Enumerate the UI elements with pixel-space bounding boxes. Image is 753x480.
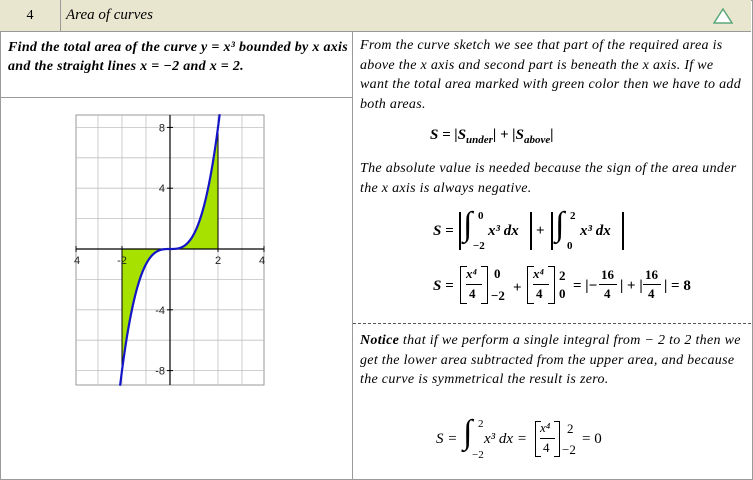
- eq3-eq: = |−: [573, 278, 598, 294]
- eq4-result: = 0: [582, 431, 602, 447]
- eq3-f2d: 4: [648, 286, 655, 301]
- eq3-up1: 0: [494, 266, 501, 281]
- eq4-up: 2: [567, 421, 574, 436]
- eq3-den2: 4: [536, 286, 543, 301]
- eq1-end: |: [550, 127, 554, 143]
- equation-integrals: S = ∫ 0 −2 x³ dx + ∫ 2 0 x³ dx: [433, 210, 633, 255]
- eq1-sub-above: above: [523, 134, 551, 146]
- equation-single-integral: S = ∫ 2 −2 x³ dx = x⁴ 4 2 −2 = 0: [436, 414, 602, 461]
- eq2-lower2: 0: [567, 240, 573, 252]
- x-tick-label: -2: [117, 255, 127, 267]
- eq2-integrand: x³ dx: [488, 223, 519, 239]
- eq4-integrand: x³ dx =: [484, 431, 527, 447]
- eq3-f1n: 16: [601, 267, 614, 282]
- eq1-mid: | + |S: [492, 127, 524, 143]
- eq4-lhs: S =: [436, 431, 458, 447]
- eq4-den: 4: [543, 440, 550, 455]
- notice-divider: [353, 323, 751, 324]
- explanation-paragraph-2: The absolute value is needed because the sign of the area under the x axis is always negative.: [360, 161, 737, 196]
- eq2-plus: +: [536, 223, 545, 239]
- eq4-num: x⁴: [540, 420, 551, 435]
- section-number: 4: [0, 0, 61, 31]
- notice-text: that if we perform a single integral from − 2 to 2 then we get the lower area subtracted from the upper area, and because the curve is symmetrical the result is zero.: [360, 333, 741, 387]
- y-tick-label: -4: [155, 304, 165, 317]
- eq3-lhs: S =: [433, 278, 454, 294]
- eq3-lo1: −2: [491, 288, 505, 303]
- y-tick-label: 8: [158, 122, 165, 135]
- eq4-lower: −2: [472, 449, 484, 461]
- eq2-lhs: S =: [433, 223, 454, 239]
- eq3-plus2: | + |: [620, 278, 643, 294]
- x-tick-label: 2: [214, 255, 222, 267]
- eq3-result: | = 8: [664, 278, 691, 294]
- eq3-num: x⁴: [466, 266, 478, 281]
- eq3-f1d: 4: [604, 286, 611, 301]
- eq4-upper: 2: [478, 418, 484, 430]
- eq2-integrand2: x³ dx: [580, 223, 611, 239]
- eq3-up2: 2: [559, 268, 566, 283]
- column-divider: [352, 32, 353, 479]
- eq3-num2: x⁴: [533, 266, 545, 281]
- section-header: [0, 0, 751, 32]
- notice-paragraph: [360, 331, 745, 390]
- equation-evaluation: [433, 264, 703, 309]
- eq3-lo2: 0: [559, 286, 566, 301]
- equation-abs-sum: [430, 127, 554, 146]
- notice-label: Notice: [360, 333, 400, 348]
- eq1-lhs: S = |S: [430, 127, 467, 143]
- eq3-plus1: +: [513, 280, 522, 296]
- collapse-triangle-icon[interactable]: [713, 8, 733, 24]
- eq2-lower: −2: [473, 240, 485, 252]
- explanation-paragraph-1: From the curve sketch we see that part of the required area is above the x axis and second part is beneath the x axis. If we want the total area marked with green color then we have to add both areas.: [360, 38, 742, 112]
- eq2-upper2: 2: [570, 210, 576, 222]
- x-tick-label: 4: [73, 255, 81, 267]
- eq4-lo: −2: [562, 442, 576, 457]
- eq3-f2n: 16: [645, 267, 658, 282]
- y-tick-label: -8: [155, 365, 165, 378]
- y-tick-label: 4: [158, 183, 165, 196]
- eq2-upper: 0: [478, 210, 484, 222]
- section-title: Area of curves: [66, 7, 153, 23]
- question-text: Find the total area of the curve y = x³ bounded by x axis and the straight lines x = −2 and x = 2.: [8, 40, 348, 74]
- eq3-den: 4: [469, 286, 476, 301]
- x-tick-label: 4: [258, 255, 266, 267]
- question-divider: [0, 97, 352, 98]
- eq1-sub-under: under: [466, 134, 493, 146]
- curve-chart: [70, 112, 270, 390]
